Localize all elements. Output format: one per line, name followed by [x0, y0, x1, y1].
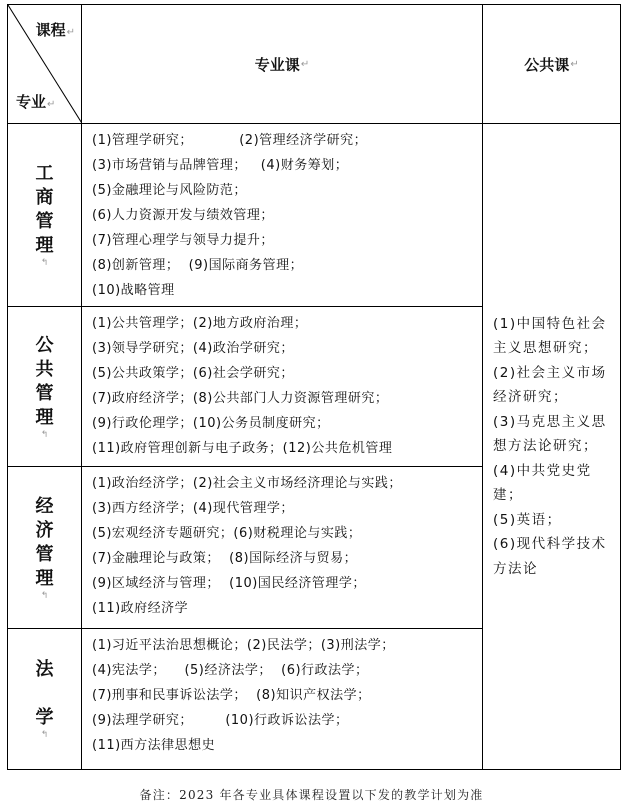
course-line: (1)公共管理学；(2)地方政府治理；	[92, 316, 308, 331]
course-line: (8)创新管理； (9)国际商务管理；	[92, 258, 304, 273]
major-name-cell	[7, 628, 82, 770]
public-course-item: (1)中国特色社会主义思想研究；	[493, 315, 607, 357]
header-major-label: 专业↵	[16, 93, 56, 111]
course-line: (6)人力资源开发与绩效管理；	[92, 208, 274, 223]
course-line: (7)管理心理学与领导力提升；	[92, 233, 274, 248]
major-courses-cell	[81, 306, 483, 467]
major-name-cell	[7, 466, 82, 629]
major-name-char: 商	[35, 187, 54, 208]
curriculum-table	[7, 4, 621, 770]
major-name-char: 济	[35, 519, 54, 541]
course-line: (7)金融理论与政策； (8)国际经济与贸易；	[92, 551, 358, 566]
public-course-item: (2)社会主义市场经济研究；	[493, 364, 607, 406]
paragraph-mark-icon: ↰	[40, 429, 49, 440]
course-line: (1)习近平法治思想概论；(2)民法学；(3)刑法学；	[92, 638, 395, 653]
course-line: (10)战略管理	[92, 283, 175, 298]
paragraph-mark-icon: ↰	[40, 590, 49, 601]
major-name-char: 法	[35, 659, 54, 680]
major-name-cell	[7, 123, 82, 307]
course-line: (3)市场营销与品牌管理； (4)财务筹划；	[92, 158, 349, 173]
course-line: (3)领导学研究；(4)政治学研究；	[92, 341, 294, 356]
public-course-item: (4)中共党史党建；	[493, 462, 592, 504]
course-line: (1)管理学研究； (2)管理经济学研究；	[92, 133, 368, 148]
header-major-courses: 专业课 ↵	[81, 4, 483, 124]
major-courses-cell	[81, 123, 483, 307]
major-name-char: 共	[35, 358, 54, 380]
public-course-item: (3)马克思主义思想方法论研究；	[493, 413, 607, 455]
course-line: (5)金融理论与风险防范；	[92, 183, 247, 198]
footnote: 备注：2023 年各专业具体课程设置以下发的教学计划为准	[139, 788, 484, 802]
paragraph-mark-icon: ↰	[40, 258, 49, 268]
major-name-char: 理	[35, 567, 54, 589]
major-name-char: 管	[35, 211, 54, 232]
course-line: (4)宪法学； (5)经济法学； (6)行政法学；	[92, 663, 369, 678]
course-line: (9)法理学研究； (10)行政诉讼法学；	[92, 713, 349, 728]
course-line: (3)西方经济学；(4)现代管理学；	[92, 501, 294, 516]
major-name-char: 经	[35, 495, 54, 517]
course-line: (9)区域经济与管理； (10)国民经济管理学；	[92, 576, 366, 591]
course-line: (11)西方法律思想史	[92, 738, 216, 753]
paragraph-mark-icon: ↰	[40, 730, 49, 740]
major-name-char: 管	[35, 382, 54, 404]
course-line: (1)政治经济学；(2)社会主义市场经济理论与实践；	[92, 476, 402, 491]
major-name-char: 理	[35, 235, 54, 256]
course-line: (5)公共政策学；(6)社会学研究；	[92, 366, 294, 381]
major-name-char: 公	[35, 334, 54, 356]
major-name-char: 管	[35, 543, 54, 565]
public-course-item: (6)现代科学技术方法论	[493, 536, 607, 577]
major-name-char: 学	[35, 707, 54, 728]
course-line: (9)行政伦理学；(10)公务员制度研究；	[92, 416, 330, 431]
public-courses-cell	[482, 123, 621, 770]
major-name-char: 工	[35, 163, 54, 184]
major-name-cell	[7, 306, 82, 467]
public-course-item: (5)英语；	[493, 511, 562, 528]
course-line: (11)政府经济学	[92, 601, 189, 616]
header-course-label: 课程↵	[35, 21, 75, 39]
header-diagonal-cell	[7, 4, 82, 124]
major-courses-cell	[81, 628, 483, 770]
course-line: (7)政府经济学；(8)公共部门人力资源管理研究；	[92, 391, 389, 406]
course-line: (11)政府管理创新与电子政务；(12)公共危机管理	[92, 441, 393, 456]
course-line: (5)宏观经济专题研究；(6)财税理论与实践；	[92, 526, 362, 541]
major-courses-cell	[81, 466, 483, 629]
header-public-courses: 公共课 ↵	[482, 4, 621, 124]
course-line: (7)刑事和民事诉讼法学； (8)知识产权法学；	[92, 688, 371, 703]
major-name-char: 理	[35, 406, 54, 428]
